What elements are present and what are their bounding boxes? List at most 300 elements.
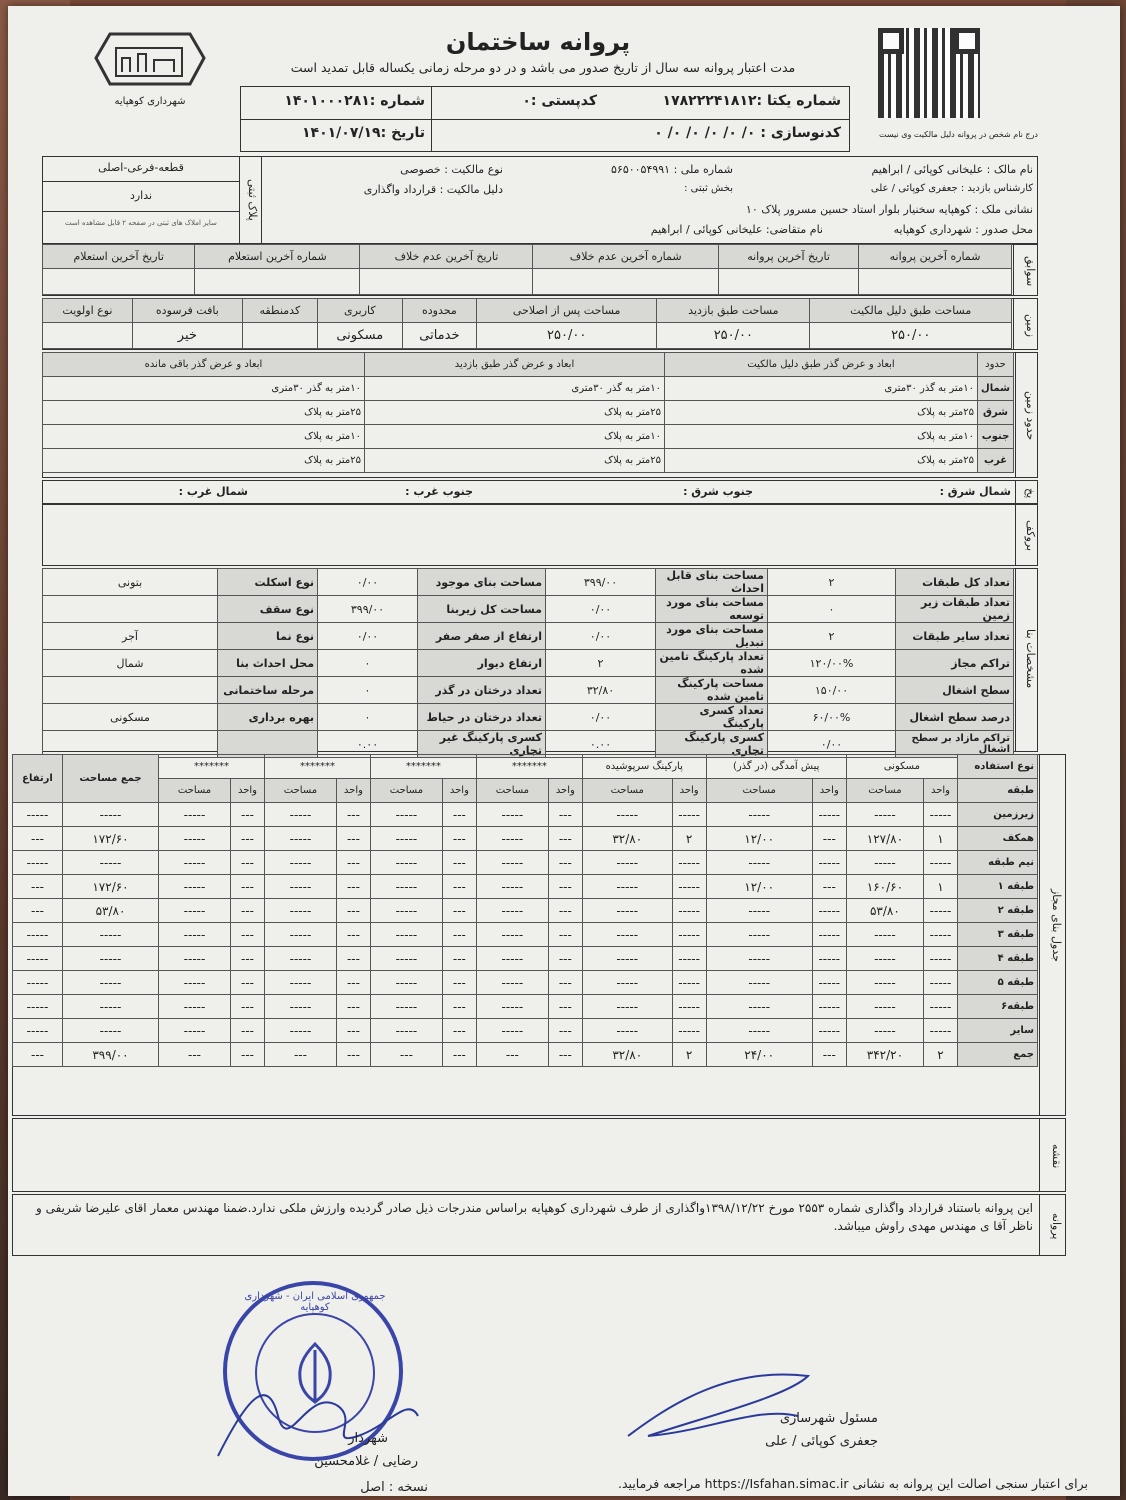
floor-cell: --- bbox=[230, 1043, 264, 1067]
area-header: مساحت bbox=[159, 779, 231, 803]
floor-cell: ----- bbox=[370, 803, 442, 827]
spec-label: محل احداث بنا bbox=[218, 650, 318, 677]
floor-name: طبقه ۲ bbox=[958, 899, 1038, 923]
floor-cell: --- bbox=[13, 899, 63, 923]
corner-item: جنوب غرب : bbox=[405, 485, 473, 498]
floor-cell: --- bbox=[336, 827, 370, 851]
floor-cell: --- bbox=[336, 1043, 370, 1067]
floor-cell: ----- bbox=[476, 803, 548, 827]
floor-cell: ----- bbox=[924, 947, 958, 971]
floor-cell: --- bbox=[336, 947, 370, 971]
floor-cell: ----- bbox=[476, 875, 548, 899]
unit-header: واحد bbox=[336, 779, 370, 803]
floor-cell: ۲۴/۰۰ bbox=[706, 1043, 812, 1067]
spec-value: ۶۰/۰۰% bbox=[768, 704, 896, 731]
floor-cell: ۲ bbox=[924, 1043, 958, 1067]
floor-cell: --- bbox=[442, 971, 476, 995]
bounds-cell: ۲۵متر به پلاک bbox=[365, 449, 665, 473]
floor-name: همکف bbox=[958, 827, 1038, 851]
floor-cell: ----- bbox=[582, 1019, 672, 1043]
spec-value: ۱۲۰/۰۰% bbox=[768, 650, 896, 677]
property-address: نشانی ملک : کوهپایه سخنیار بلوار استاد حسین مسرور پلاک ۱۰ bbox=[745, 203, 1033, 216]
barok-side-label: بروکف bbox=[1024, 520, 1037, 552]
history-header: تاریخ آخرین پروانه bbox=[718, 245, 858, 269]
floor-name: طبقه ۱ bbox=[958, 875, 1038, 899]
floor-cell: ----- bbox=[264, 875, 336, 899]
floor-cell: ----- bbox=[159, 827, 231, 851]
floor-row bbox=[13, 971, 1038, 995]
floor-cell: ----- bbox=[706, 995, 812, 1019]
floor-cell: ۱۶۰/۶۰ bbox=[846, 875, 923, 899]
floor-row bbox=[13, 995, 1038, 1019]
bounds-cell: ۲۵متر به پلاک bbox=[43, 449, 365, 473]
spec-label: تعداد کل طبقات bbox=[896, 569, 1014, 596]
permit-number: شماره :۱۴۰۱۰۰۰۲۸۱ bbox=[284, 93, 425, 109]
floor-cell: ----- bbox=[846, 1019, 923, 1043]
floor-cell: ----- bbox=[476, 827, 548, 851]
unit-header: واحد bbox=[924, 779, 958, 803]
floor-cell: ۲ bbox=[672, 1043, 706, 1067]
floor-row bbox=[13, 923, 1038, 947]
floor-cell: ----- bbox=[370, 947, 442, 971]
floor-cell: --- bbox=[264, 1043, 336, 1067]
floor-cell: --- bbox=[230, 923, 264, 947]
floor-cell: ----- bbox=[370, 1019, 442, 1043]
area-header: مساحت bbox=[264, 779, 336, 803]
registry-section: بخش ثبتی : bbox=[684, 183, 733, 194]
floor-cell: ----- bbox=[264, 851, 336, 875]
land-side-label: زمین bbox=[1024, 313, 1037, 337]
corners-side-label: پخ bbox=[1024, 487, 1037, 499]
floor-cell: --- bbox=[230, 971, 264, 995]
bounds-side-label: حدود زمین bbox=[1024, 391, 1037, 441]
floor-cell: ----- bbox=[924, 899, 958, 923]
floor-row bbox=[13, 899, 1038, 923]
floor-cell: --- bbox=[548, 1019, 582, 1043]
floor-cell: ----- bbox=[476, 1019, 548, 1043]
floor-cell: ----- bbox=[846, 947, 923, 971]
bounds-cell: ۱۰متر به پلاک bbox=[43, 425, 365, 449]
area-header: مساحت bbox=[476, 779, 548, 803]
floor-cell: ----- bbox=[672, 875, 706, 899]
floor-cell: ----- bbox=[582, 899, 672, 923]
floor-cell: --- bbox=[548, 827, 582, 851]
floor-cell: --- bbox=[442, 899, 476, 923]
bounds-header: ابعاد و عرض گذر باقی مانده bbox=[43, 353, 365, 377]
floor-cell: ----- bbox=[672, 971, 706, 995]
floor-cell: ----- bbox=[159, 923, 231, 947]
floor-cell: ----- bbox=[582, 923, 672, 947]
floor-cell: ----- bbox=[672, 851, 706, 875]
floor-name: طبقه ۴ bbox=[958, 947, 1038, 971]
spec-label: نوع اسکلت bbox=[218, 569, 318, 596]
spec-label: کسری پارکینگ غیر تجاری bbox=[418, 731, 546, 758]
floor-cell: ۵۳/۸۰ bbox=[63, 899, 159, 923]
land-value: مسکونی bbox=[317, 323, 402, 349]
floor-cell: ۱ bbox=[924, 875, 958, 899]
floor-cell: --- bbox=[336, 899, 370, 923]
floor-cell: ----- bbox=[264, 899, 336, 923]
logo-text: شهرداری کوهپایه bbox=[114, 96, 186, 107]
spec-label: مساحت پارکینگ تامین شده bbox=[656, 677, 768, 704]
floor-cell: ----- bbox=[476, 947, 548, 971]
floor-cell: ----- bbox=[706, 851, 812, 875]
unit-header: واحد bbox=[672, 779, 706, 803]
floor-cell: --- bbox=[442, 827, 476, 851]
spec-value: ۳۹۹/۰۰ bbox=[546, 569, 656, 596]
spec-value: ۰/۰۰ bbox=[318, 569, 418, 596]
floor-header: طبقه bbox=[958, 779, 1038, 803]
floor-cell: --- bbox=[336, 971, 370, 995]
unit-header: واحد bbox=[442, 779, 476, 803]
floor-name: زیرزمین bbox=[958, 803, 1038, 827]
floor-cell: --- bbox=[336, 803, 370, 827]
spec-label: مرحله ساختمانی bbox=[218, 677, 318, 704]
spec-label: مساحت بنای مورد تبدیل bbox=[656, 623, 768, 650]
specs-table bbox=[42, 568, 1014, 758]
floor-cell: ----- bbox=[13, 971, 63, 995]
floor-cell: ----- bbox=[264, 923, 336, 947]
floor-name: طبقه ۵ bbox=[958, 971, 1038, 995]
owner-section bbox=[42, 156, 1038, 244]
spec-label: ارتفاع دیوار bbox=[418, 650, 546, 677]
floor-row bbox=[13, 851, 1038, 875]
floor-cell: --- bbox=[548, 923, 582, 947]
spec-label: درصد سطح اشغال bbox=[896, 704, 1014, 731]
floor-cell: --- bbox=[230, 1019, 264, 1043]
floor-cell: ----- bbox=[476, 851, 548, 875]
floor-cell: ----- bbox=[63, 971, 159, 995]
floor-cell: ۱۲/۰۰ bbox=[706, 875, 812, 899]
floor-cell: ----- bbox=[706, 923, 812, 947]
spec-label: کسری پارکینگ تجاری bbox=[656, 731, 768, 758]
corners-section bbox=[42, 480, 1038, 504]
floor-cell: ----- bbox=[582, 875, 672, 899]
official-name: جعفری کوپائی / علی bbox=[765, 1434, 878, 1449]
land-value: ۲۵۰/۰۰ bbox=[657, 323, 810, 349]
land-value bbox=[43, 323, 133, 349]
floor-cell: ----- bbox=[812, 947, 846, 971]
land-value: خدماتی bbox=[402, 323, 476, 349]
floor-cell: --- bbox=[370, 1043, 442, 1067]
spec-label: نوع سقف bbox=[218, 596, 318, 623]
floor-cell: ۱ bbox=[924, 827, 958, 851]
floor-cell: --- bbox=[548, 947, 582, 971]
floor-cell: ----- bbox=[812, 995, 846, 1019]
spec-label: تراکم مازاد بر سطح اشغال bbox=[896, 731, 1014, 758]
floor-cell: --- bbox=[442, 803, 476, 827]
history-header: تاریخ آخرین عدم خلاف bbox=[360, 245, 533, 269]
mayor-name: رضایی / غلامحسین bbox=[314, 1454, 418, 1469]
spec-value: ۰/۰۰ bbox=[318, 623, 418, 650]
floor-cell: ----- bbox=[582, 971, 672, 995]
usage-type: ******* bbox=[159, 755, 265, 779]
floor-cell: --- bbox=[230, 995, 264, 1019]
floor-cell: ----- bbox=[582, 803, 672, 827]
mayor-title: شهردار bbox=[348, 1431, 388, 1446]
floor-cell: ۳۲/۸۰ bbox=[582, 1043, 672, 1067]
spec-value bbox=[43, 677, 218, 704]
floor-cell: ----- bbox=[13, 923, 63, 947]
unit-header: واحد bbox=[812, 779, 846, 803]
floor-cell: ----- bbox=[476, 995, 548, 1019]
floor-cell: --- bbox=[442, 923, 476, 947]
floor-cell: --- bbox=[336, 995, 370, 1019]
spec-value: ۰ bbox=[318, 704, 418, 731]
map-side-label: نقشه bbox=[1050, 1143, 1063, 1169]
bounds-cell: ۱۰متر به گذر ۳۰متری bbox=[43, 377, 365, 401]
spec-value bbox=[43, 596, 218, 623]
floor-cell: --- bbox=[336, 1019, 370, 1043]
verify-link[interactable]: برای اعتبار سنجی اصالت این پروانه به نشانی https://Isfahan.simac.ir مراجعه فرمایید. bbox=[618, 1476, 1088, 1491]
floor-cell: ----- bbox=[264, 803, 336, 827]
permit-note-text: این پروانه باستناد قرارداد واگذاری شماره ۲۵۵۳ مورخ ۱۳۹۸/۱۲/۲۲واگذاری از طرف شهرداری کوهپایه براساس مندرجات ذیل صادر گردیده وارزش ملکی ندارد.ضمنا مهندس معمار اقای علیرضا شریفی و ناظر آقا ی مهندس مهدی راوش میباشد. bbox=[35, 1201, 1033, 1233]
floor-cell: ----- bbox=[706, 1019, 812, 1043]
floor-cell: ----- bbox=[846, 971, 923, 995]
spec-label: سطح اشغال bbox=[896, 677, 1014, 704]
spec-value: ۲ bbox=[768, 569, 896, 596]
floor-cell: --- bbox=[548, 971, 582, 995]
bounds-cell: ۲۵متر به پلاک bbox=[43, 401, 365, 425]
floor-cell: --- bbox=[336, 923, 370, 947]
floor-cell: ----- bbox=[264, 971, 336, 995]
floor-cell: ----- bbox=[13, 851, 63, 875]
spec-label: تراکم مجاز bbox=[896, 650, 1014, 677]
floor-cell: ----- bbox=[13, 1019, 63, 1043]
floor-cell: ----- bbox=[706, 899, 812, 923]
floor-cell: --- bbox=[812, 1043, 846, 1067]
floor-cell: --- bbox=[230, 851, 264, 875]
floor-cell: --- bbox=[230, 899, 264, 923]
floor-cell: --- bbox=[548, 875, 582, 899]
id-box bbox=[240, 86, 850, 152]
floor-cell: ----- bbox=[924, 995, 958, 1019]
specs-side-label: مشخصات بنا bbox=[1024, 629, 1037, 689]
floor-cell: ----- bbox=[159, 803, 231, 827]
permit-date: تاریخ :۱۴۰۱/۰۷/۱۹ bbox=[302, 125, 425, 141]
floor-cell: ----- bbox=[582, 947, 672, 971]
floor-cell: ----- bbox=[63, 851, 159, 875]
history-table bbox=[42, 244, 1012, 295]
floor-row bbox=[13, 827, 1038, 851]
spec-value: ۰/۰۰ bbox=[546, 596, 656, 623]
usage-type: پارکینگ سرپوشیده bbox=[582, 755, 706, 779]
spec-value: ۰ bbox=[318, 677, 418, 704]
unique-id: شماره یکتا :۱۷۸۲۲۲۴۱۸۱۲ bbox=[662, 93, 841, 109]
floor-cell: ----- bbox=[706, 971, 812, 995]
floor-cell: ----- bbox=[370, 995, 442, 1019]
corner-item: شمال شرق : bbox=[939, 485, 1011, 498]
ownership-proof: دلیل مالکیت : قرارداد واگذاری bbox=[363, 183, 503, 196]
floor-cell: ----- bbox=[370, 923, 442, 947]
usage-type: ******* bbox=[264, 755, 370, 779]
land-header: کاربری bbox=[317, 299, 402, 323]
spec-label: تعداد کسری پارکینگ bbox=[656, 704, 768, 731]
floor-cell: ----- bbox=[672, 923, 706, 947]
spec-value: ۰ bbox=[768, 596, 896, 623]
floor-cell: ----- bbox=[370, 875, 442, 899]
floor-row bbox=[13, 1019, 1038, 1043]
floor-row bbox=[13, 875, 1038, 899]
spec-value: ۰/۰۰ bbox=[546, 623, 656, 650]
unit-header: واحد bbox=[230, 779, 264, 803]
unit-header: واحد bbox=[548, 779, 582, 803]
spec-label: تعداد درختان در گذر bbox=[418, 677, 546, 704]
land-header: مساحت پس از اصلاحی bbox=[477, 299, 657, 323]
floor-cell: --- bbox=[230, 875, 264, 899]
history-header: شماره آخرین استعلام bbox=[195, 245, 360, 269]
floor-cell: --- bbox=[13, 875, 63, 899]
permit-document bbox=[8, 6, 1120, 1496]
bounds-cell: ۱۰متر به گذر ۳۰متری bbox=[365, 377, 665, 401]
spec-value: ۰/۰۰ bbox=[546, 704, 656, 731]
land-header: نوع اولویت bbox=[43, 299, 133, 323]
history-side-label: سوابق bbox=[1024, 255, 1037, 287]
land-header: محدوده bbox=[402, 299, 476, 323]
land-table bbox=[42, 298, 1012, 349]
spec-value: ۰.۰۰ bbox=[318, 731, 418, 758]
bounds-table bbox=[42, 352, 1014, 473]
floor-cell: ----- bbox=[159, 851, 231, 875]
renovation-code: کدنوسازی : ۰/ ۰/ ۰/ ۰/ ۰/ ۰ bbox=[654, 125, 841, 141]
plaque-label: پلاک ثبتی bbox=[246, 179, 259, 221]
floor-cell: ----- bbox=[672, 995, 706, 1019]
floor-cell: ----- bbox=[13, 803, 63, 827]
plaque-value: ندارد bbox=[129, 189, 153, 202]
bounds-header: ابعاد و عرض گذر طبق دلیل مالکیت bbox=[665, 353, 978, 377]
floor-cell: --- bbox=[548, 803, 582, 827]
spec-label: تعداد پارکینگ تامین شده bbox=[656, 650, 768, 677]
floor-cell: ۳۲/۸۰ bbox=[582, 827, 672, 851]
floor-cell: --- bbox=[13, 1043, 63, 1067]
bounds-cell: ۲۵متر به پلاک bbox=[665, 401, 978, 425]
spec-value: مسکونی bbox=[43, 704, 218, 731]
floor-cell: ۱۲۷/۸۰ bbox=[846, 827, 923, 851]
floor-row bbox=[13, 803, 1038, 827]
spec-label: نوع نما bbox=[218, 623, 318, 650]
spec-label: مساحت بنای مورد توسعه bbox=[656, 596, 768, 623]
floor-cell: ----- bbox=[159, 1019, 231, 1043]
floor-cell: --- bbox=[548, 995, 582, 1019]
land-header: کدمنطقه bbox=[242, 299, 317, 323]
spec-label: مساحت بنای موجود bbox=[418, 569, 546, 596]
floor-cell: ۱۷۲/۶۰ bbox=[63, 875, 159, 899]
floor-name: نیم طبقه bbox=[958, 851, 1038, 875]
floor-cell: ----- bbox=[264, 1019, 336, 1043]
floor-row bbox=[13, 947, 1038, 971]
page-subtitle: مدت اعتبار پروانه سه سال از تاریخ صدور می باشد و در دو مرحله زمانی یکساله قابل تمدید است bbox=[290, 60, 796, 75]
floor-cell: --- bbox=[548, 899, 582, 923]
floor-cell: ۱۲/۰۰ bbox=[706, 827, 812, 851]
total-area-header: جمع مساحت bbox=[63, 755, 159, 803]
spec-label: تعداد سایر طبقات bbox=[896, 623, 1014, 650]
floors-side-label: جدول بنای مجاز bbox=[1050, 888, 1063, 962]
floor-cell: --- bbox=[442, 875, 476, 899]
land-value: خیر bbox=[132, 323, 242, 349]
ownership-type: نوع مالکیت : خصوصی bbox=[400, 163, 503, 176]
usage-label: نوع استفاده bbox=[958, 755, 1038, 779]
spec-value: ۱۵۰/۰۰ bbox=[768, 677, 896, 704]
floor-cell: ----- bbox=[924, 923, 958, 947]
height-header: ارتفاع bbox=[13, 755, 63, 803]
bounds-cell: ۲۵متر به پلاک bbox=[665, 449, 978, 473]
area-header: مساحت bbox=[370, 779, 442, 803]
floor-name: جمع bbox=[958, 1043, 1038, 1067]
spec-value: ۰.۰۰ bbox=[546, 731, 656, 758]
floor-cell: ----- bbox=[706, 947, 812, 971]
plaque-note: سایر املاک های ثبتی در صفحه ۲ قابل مشاهده است bbox=[65, 219, 217, 227]
municipality-logo bbox=[82, 28, 218, 116]
floor-cell: ----- bbox=[159, 995, 231, 1019]
floor-cell: ----- bbox=[63, 1019, 159, 1043]
floor-cell: --- bbox=[812, 875, 846, 899]
floor-cell: ----- bbox=[924, 851, 958, 875]
area-header: مساحت bbox=[846, 779, 923, 803]
floors-table bbox=[12, 754, 1038, 1067]
spec-label: تعداد طبقات زیر زمین bbox=[896, 596, 1014, 623]
floor-cell: ----- bbox=[812, 923, 846, 947]
floor-cell: ----- bbox=[370, 971, 442, 995]
bounds-direction: جنوب bbox=[978, 425, 1014, 449]
spec-label: مساحت بنای قابل احداث bbox=[656, 569, 768, 596]
floor-cell: --- bbox=[13, 827, 63, 851]
spec-value: ۰/۰۰ bbox=[768, 731, 896, 758]
floor-name: سایر bbox=[958, 1019, 1038, 1043]
bounds-cell: ۲۵متر به پلاک bbox=[365, 401, 665, 425]
postal-code: کدپستی :۰ bbox=[522, 93, 597, 109]
spec-value: ۳۲/۸۰ bbox=[546, 677, 656, 704]
floor-cell: --- bbox=[442, 947, 476, 971]
bounds-header: ابعاد و عرض گذر طبق بازدید bbox=[365, 353, 665, 377]
floor-cell: --- bbox=[442, 1019, 476, 1043]
floor-cell: ۳۴۲/۲۰ bbox=[846, 1043, 923, 1067]
barok-section bbox=[42, 504, 1038, 566]
usage-type: پیش آمدگی (در گذر) bbox=[706, 755, 846, 779]
area-header: مساحت bbox=[706, 779, 812, 803]
bounds-cell: ۱۰متر به گذر ۳۰متری bbox=[665, 377, 978, 401]
floor-cell: ۱۷۲/۶۰ bbox=[63, 827, 159, 851]
spec-value: ۲ bbox=[768, 623, 896, 650]
floor-cell: ----- bbox=[476, 899, 548, 923]
spec-label: مساحت کل زیربنا bbox=[418, 596, 546, 623]
history-header: شماره آخرین پروانه bbox=[859, 245, 1012, 269]
floor-cell: --- bbox=[442, 1043, 476, 1067]
floor-cell: --- bbox=[230, 947, 264, 971]
floor-cell: --- bbox=[442, 995, 476, 1019]
qr-code-icon bbox=[878, 28, 980, 118]
spec-label: تعداد درختان در حیاط bbox=[418, 704, 546, 731]
floor-cell: ----- bbox=[63, 803, 159, 827]
bounds-direction: شمال bbox=[978, 377, 1014, 401]
floor-cell: ----- bbox=[582, 995, 672, 1019]
corner-item: جنوب شرق : bbox=[683, 485, 753, 498]
floor-cell: ----- bbox=[582, 851, 672, 875]
floor-name: طبقه ۳ bbox=[958, 923, 1038, 947]
plaque-type: قطعه-فرعی-اصلی bbox=[98, 161, 184, 174]
issuer: محل صدور : شهرداری کوهپایه bbox=[893, 223, 1033, 236]
spec-value: ۳۹۹/۰۰ bbox=[318, 596, 418, 623]
map-section bbox=[12, 1118, 1066, 1192]
floor-cell: ----- bbox=[672, 899, 706, 923]
official-title: مسئول شهرسازی bbox=[779, 1411, 878, 1426]
floor-cell: ----- bbox=[13, 947, 63, 971]
floor-cell: ----- bbox=[924, 971, 958, 995]
land-header: بافت فرسوده bbox=[132, 299, 242, 323]
floor-cell: ----- bbox=[812, 971, 846, 995]
permit-side-label: پروانه bbox=[1050, 1212, 1063, 1240]
floor-cell: ----- bbox=[13, 995, 63, 1019]
floor-cell: ----- bbox=[846, 923, 923, 947]
